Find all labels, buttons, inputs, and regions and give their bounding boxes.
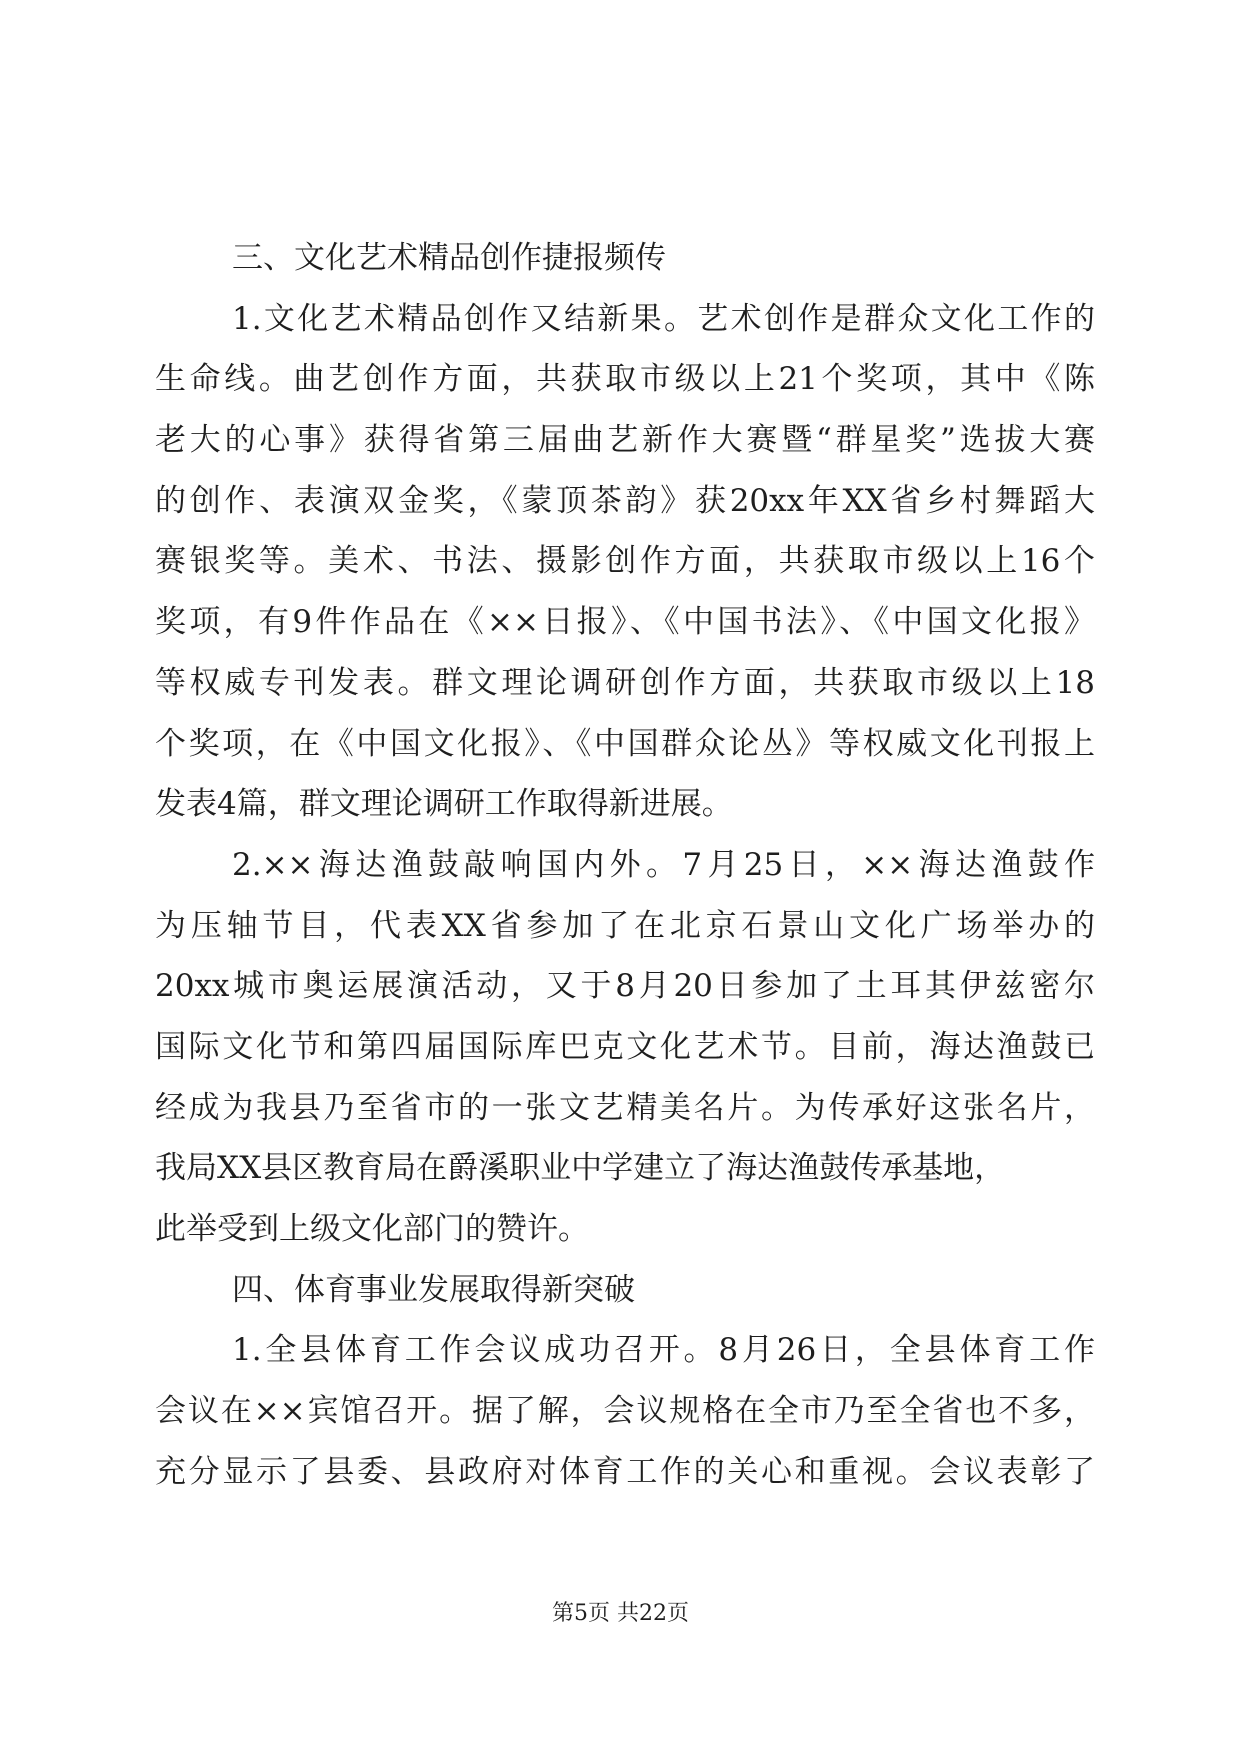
paragraph-line: 2.××海达渔鼓敲响国内外。7月25日，××海达渔鼓作 xyxy=(232,846,1095,883)
paragraph-line: 1.文化艺术精品创作又结新果。艺术创作是群众文化工作的 xyxy=(232,300,1095,337)
paragraph-line: 充分显示了县委、县政府对体育工作的关心和重视。会议表彰了 xyxy=(155,1453,1095,1490)
section-heading-4: 四、体育事业发展取得新突破 xyxy=(232,1271,635,1308)
document-body xyxy=(155,228,1095,1502)
paragraph-line: 我局XX县区教育局在爵溪职业中学建立了海达渔鼓传承基地， xyxy=(155,1150,1006,1187)
paragraph-line: 赛银奖等。美术、书法、摄影创作方面，共获取市级以上16个 xyxy=(155,543,1095,580)
section-heading-3: 三、文化艺术精品创作捷报频传 xyxy=(232,240,666,276)
paragraph-line: 发表4篇，群文理论调研工作取得新进展。 xyxy=(155,786,733,823)
paragraph-line: 个奖项，在《中国文化报》、《中国群众论丛》等权威文化刊报上 xyxy=(155,725,1095,762)
paragraph-line: 此举受到上级文化部门的赞许。 xyxy=(155,1211,589,1247)
paragraph-line: 老大的心事》获得省第三届曲艺新作大赛暨“群星奖”选拔大赛 xyxy=(155,422,1095,459)
paragraph-line: 等权威专刊发表。群文理论调研创作方面，共获取市级以上18 xyxy=(155,664,1095,701)
paragraph-line: 会议在××宾馆召开。据了解，会议规格在全市乃至全省也不多， xyxy=(155,1393,1095,1430)
page-number-footer: 第5页 共22页 xyxy=(552,1601,689,1626)
paragraph-line: 经成为我县乃至省市的一张文艺精美名片。为传承好这张名片， xyxy=(155,1089,1095,1126)
paragraph-line: 奖项，有9件作品在《××日报》、《中国书法》、《中国文化报》 xyxy=(155,604,1095,641)
paragraph-line: 20xx城市奥运展演活动，又于8月20日参加了土耳其伊兹密尔 xyxy=(155,968,1095,1005)
paragraph-line: 1.全县体育工作会议成功召开。8月26日，全县体育工作 xyxy=(232,1332,1095,1369)
paragraph-line: 国际文化节和第四届国际库巴克文化艺术节。目前，海达渔鼓已 xyxy=(155,1028,1095,1065)
paragraph-line: 生命线。曲艺创作方面，共获取市级以上21个奖项，其中《陈 xyxy=(155,361,1095,398)
paragraph-line: 的创作、表演双金奖，《蒙顶茶韵》获20xx年XX省乡村舞蹈大 xyxy=(155,482,1095,519)
paragraph-line: 为压轴节目，代表XX省参加了在北京石景山文化广场举办的 xyxy=(155,907,1095,944)
